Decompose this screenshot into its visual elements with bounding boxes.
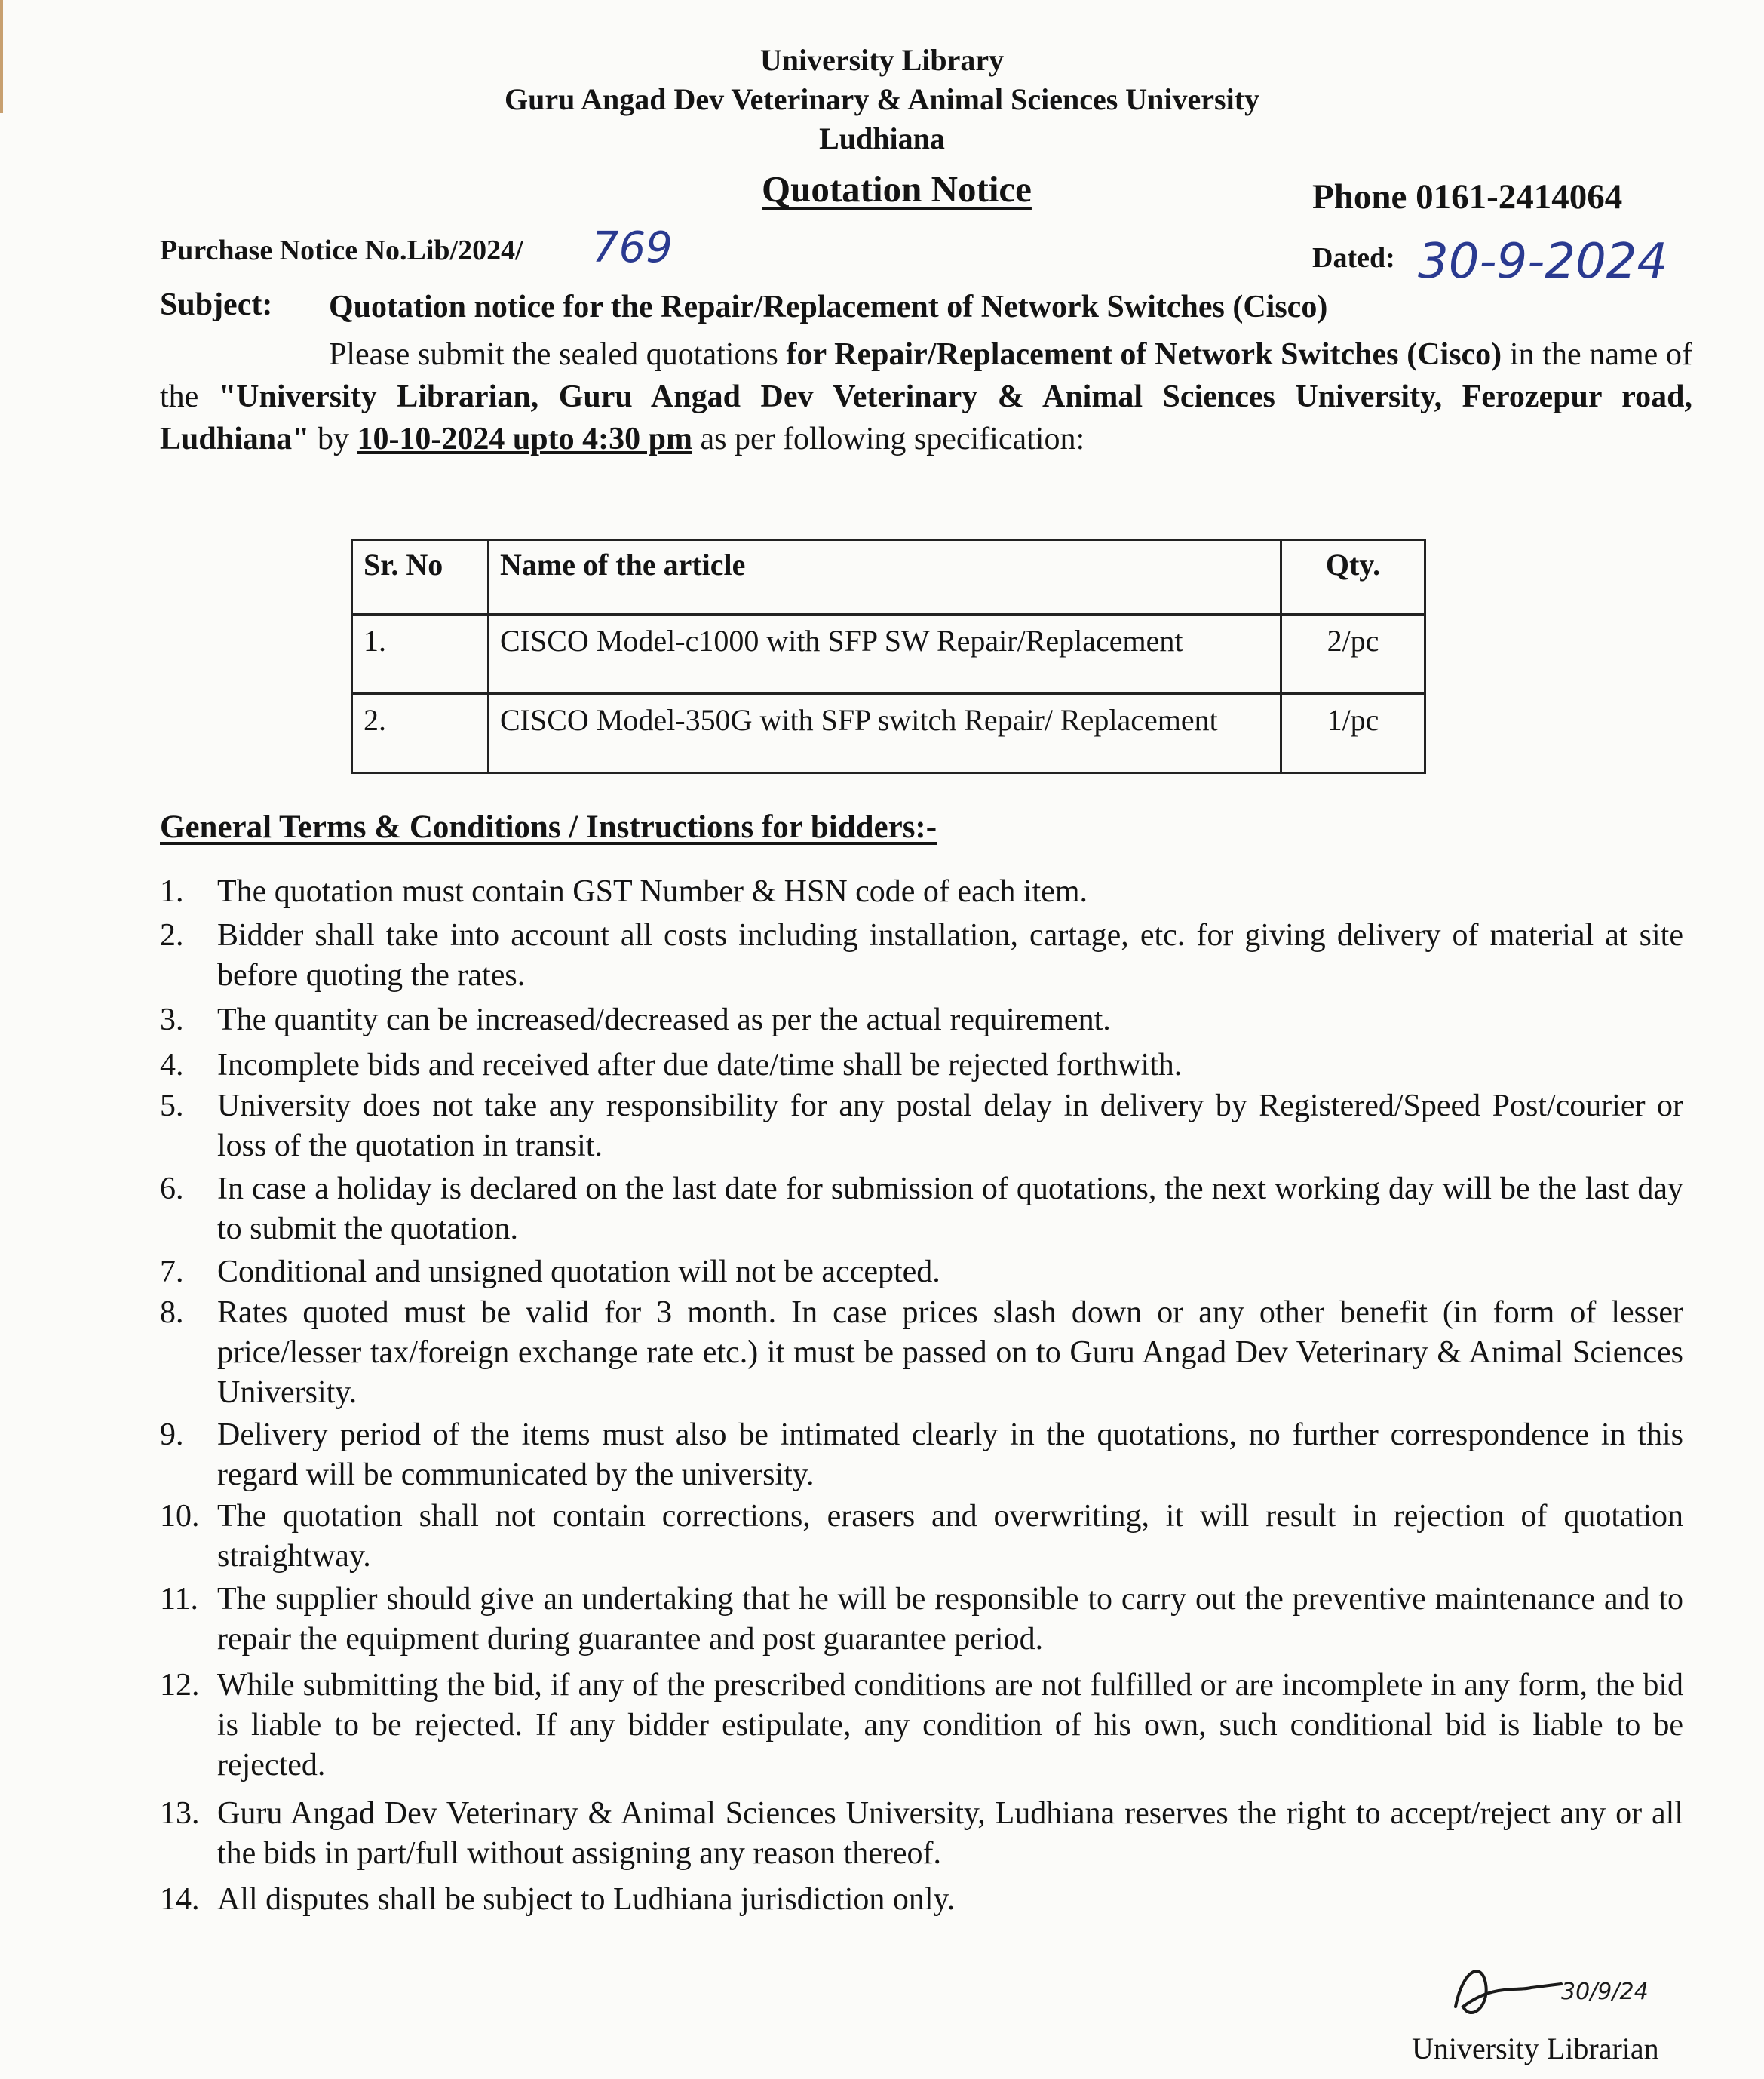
header-city: Ludhiana: [819, 121, 945, 155]
term-text: Guru Angad Dev Veterinary & Animal Sciences University, Ludhiana reserves the right to accept/reject any or all the bids in part/full without assigning any reason thereof.: [217, 1796, 1683, 1871]
list-item: [160, 1293, 1683, 1413]
intro-text: in the name of the: [160, 337, 1692, 414]
term-number: 6.: [160, 1172, 184, 1206]
column-header: Sr. No: [352, 540, 489, 615]
intro-text: as per following specification:: [692, 422, 1085, 456]
intro-bold-address: "University Librarian, Guru Angad Dev Veterinary & Animal Sciences University, Ferozepur road, Ludhiana": [160, 379, 1693, 456]
column-header: Qty.: [1281, 540, 1425, 615]
table-row: [352, 694, 1425, 773]
notice-title: Quotation Notice: [762, 168, 1032, 210]
term-number: 3.: [160, 1003, 184, 1037]
purchase-notice-label: Purchase Notice No.Lib/2024/: [160, 235, 523, 266]
table-row: [352, 615, 1425, 694]
list-item: [160, 1497, 1683, 1577]
cell-qty: 1/pc: [1281, 694, 1425, 773]
subject-label: Subject:: [160, 287, 273, 322]
signature-scribble: [1448, 1954, 1674, 2029]
cell-sr: 1.: [352, 615, 489, 694]
term-text: Rates quoted must be valid for 3 month. In case prices slash down or any other benefit (in form of lesser price/lesser tax/foreign exchange rate etc.) it must be passed on to Guru Angad Dev Veterinary & Animal Sciences University.: [217, 1295, 1683, 1410]
list-item: [160, 916, 1683, 996]
intro-bold-item: for Repair/Replacement of Network Switches (Cisco): [786, 337, 1502, 372]
list-item: [160, 1666, 1683, 1786]
dated-label: Dated:: [1312, 242, 1395, 274]
intro-text: Please submit the sealed quotations: [329, 337, 787, 372]
intro-text: by: [309, 422, 357, 456]
list-item: [160, 1794, 1683, 1874]
list-item: [160, 872, 1683, 912]
term-text: The supplier should give an undertaking that he will be responsible to carry out the preventive maintenance and to repair the equipment during guarantee and post guarantee period.: [217, 1582, 1683, 1657]
list-item: [160, 1880, 1683, 1920]
term-number: 13.: [160, 1796, 200, 1831]
term-text: Incomplete bids and received after due date/time shall be rejected forthwith.: [217, 1048, 1183, 1082]
list-item: [160, 1046, 1683, 1086]
term-text: The quotation shall not contain corrections, erasers and overwriting, it will result in rejection of quotation straightway.: [217, 1499, 1683, 1574]
header-university: Guru Angad Dev Veterinary & Animal Sciences University: [504, 82, 1260, 116]
purchase-notice-number: 769: [592, 223, 673, 272]
cell-qty: 2/pc: [1281, 615, 1425, 694]
list-item: [160, 1252, 1683, 1292]
term-text: Conditional and unsigned quotation will not be accepted.: [217, 1254, 940, 1289]
subject-text: Quotation notice for the Repair/Replacement of Network Switches (Cisco): [329, 290, 1328, 324]
header-library: University Library: [759, 43, 1005, 77]
specification-table: [351, 539, 1426, 774]
term-number: 9.: [160, 1417, 184, 1452]
term-number: 2.: [160, 918, 184, 953]
column-header: Name of the article: [489, 540, 1281, 615]
signature-date: 30/9/24: [1561, 1979, 1649, 2005]
term-text: In case a holiday is declared on the last date for submission of quotations, the next working day will be the last day to submit the quotation.: [217, 1172, 1683, 1246]
term-text: Bidder shall take into account all costs including installation, cartage, etc. for giving delivery of material at site before quoting the rates.: [217, 918, 1683, 993]
terms-heading: General Terms & Conditions / Instructions for bidders:-: [160, 809, 937, 845]
term-number: 8.: [160, 1295, 184, 1330]
term-text: Delivery period of the items must also be intimated clearly in the quotations, no further correspondence in this regard will be communicated by the university.: [217, 1417, 1683, 1492]
cell-sr: 2.: [352, 694, 489, 773]
phone-number: Phone 0161-2414064: [1312, 177, 1623, 216]
cell-article: CISCO Model-350G with SFP switch Repair/ Replacement: [489, 694, 1281, 773]
dated-value: 30-9-2024: [1418, 234, 1668, 290]
list-item: [160, 1169, 1683, 1249]
term-text: All disputes shall be subject to Ludhiana jurisdiction only.: [217, 1882, 956, 1917]
list-item: [160, 1086, 1683, 1166]
list-item: [160, 1000, 1683, 1040]
term-number: 4.: [160, 1048, 184, 1082]
list-item: [160, 1415, 1683, 1495]
term-number: 5.: [160, 1089, 184, 1123]
term-number: 1.: [160, 874, 184, 909]
intro-paragraph: [160, 333, 1692, 460]
term-text: The quotation must contain GST Number & HSN code of each item.: [217, 874, 1088, 909]
intro-deadline: 10-10-2024 upto 4:30 pm: [357, 422, 692, 456]
table-header-row: [352, 540, 1425, 615]
term-text: While submitting the bid, if any of the prescribed conditions are not fulfilled or are incomplete in any form, the bid is liable to be rejected. If any bidder estipulate, any condition of his own, such conditional bid is liable to be rejected.: [217, 1668, 1683, 1783]
term-number: 7.: [160, 1254, 184, 1289]
term-number: 12.: [160, 1668, 200, 1703]
term-number: 10.: [160, 1499, 200, 1534]
term-text: University does not take any responsibility for any postal delay in delivery by Registered/Speed Post/courier or loss of the quotation in transit.: [217, 1089, 1683, 1163]
term-number: 14.: [160, 1882, 200, 1917]
list-item: [160, 1580, 1683, 1660]
signatory-title: University Librarian: [1412, 2031, 1659, 2065]
term-number: 11.: [160, 1582, 198, 1617]
term-text: The quantity can be increased/decreased as per the actual requirement.: [217, 1003, 1111, 1037]
cell-article: CISCO Model-c1000 with SFP SW Repair/Replacement: [489, 615, 1281, 694]
